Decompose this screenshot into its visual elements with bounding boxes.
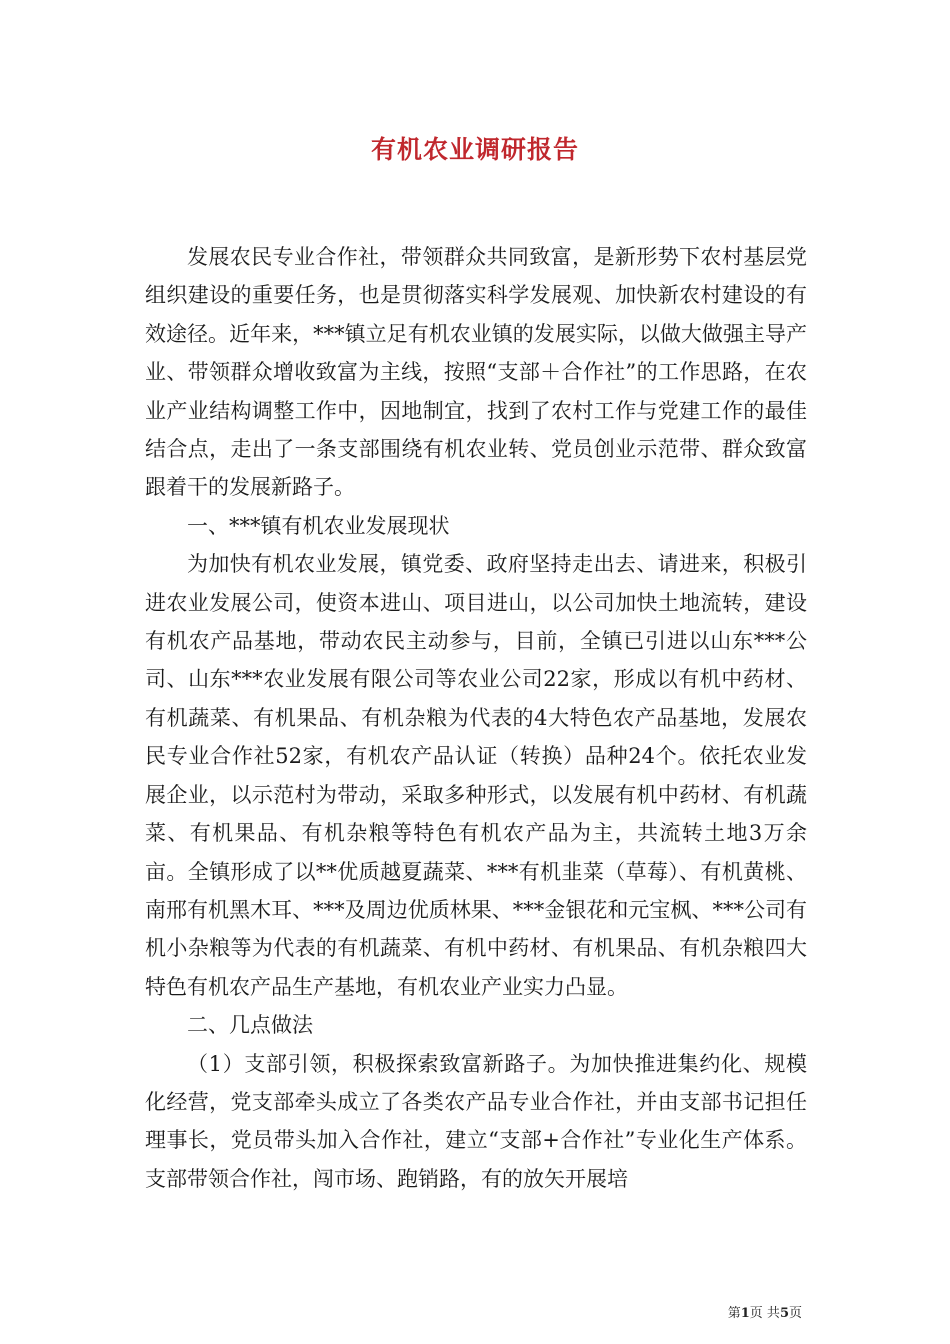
footer-current-page: 1 bbox=[740, 1306, 750, 1321]
footer-prefix: 第 bbox=[727, 1306, 741, 1321]
document-title: 有机农业调研报告 bbox=[370, 135, 579, 164]
footer-total-pages: 5 bbox=[779, 1306, 789, 1321]
section-heading-1: 一、***镇有机农业发展现状 bbox=[187, 513, 450, 538]
footer-middle: 页 共 bbox=[749, 1306, 780, 1321]
section-heading-2: 二、几点做法 bbox=[187, 1013, 313, 1038]
page-footer bbox=[728, 1305, 802, 1323]
document-body bbox=[145, 238, 807, 1198]
intro-paragraph: 发展农民专业合作社，带领群众共同致富，是新形势下农村基层党组织建设的重要任务，也是贯彻落实科学发展观、加快新农村建设的有效途径。近年来，***镇立足有机农业镇的发展实际，以做大做强主导产业、带领群众增收致富为主线，按照“支部＋合作社”的工作思路，在农业产业结构调整工作中，因地制宜，找到了农村工作与党建工作的最佳结合点，走出了一条支部围绕有机农业转、党员创业示范带、群众致富跟着干的发展新路子。 bbox=[145, 245, 807, 500]
status-paragraph: 为加快有机农业发展，镇党委、政府坚持走出去、请进来，积极引进农业发展公司，使资本进山、项目进山，以公司加快土地流转，建设有机农产品基地，带动农民主动参与，目前，全镇已引进以山东***公司、山东***农业发展有限公司等农业公司22家，形成以有机中药材、有机蔬菜、有机果品、有机杂粮为代表的4大特色农产品基地，发展农民专业合作社52家，有机农产品认证（转换）品种24个。依托农业发展企业，以示范村为带动，采取多种形式，以发展有机中药材、有机蔬菜、有机果品、有机杂粮等特色有机农产品为主，共流转土地3万余亩。全镇形成了以**优质越夏蔬菜、***有机韭菜（草莓）、有机黄桃、南邢有机黑木耳、***及周边优质林果、***金银花和元宝枫、***公司有机小杂粮等为代表的有机蔬菜、有机中药材、有机果品、有机杂粮四大特色有机农产品生产基地，有机农业产业实力凸显。 bbox=[145, 552, 807, 999]
method-paragraph: （1）支部引领，积极探索致富新路子。为加快推进集约化、规模化经营，党支部牵头成立了各类农产品专业合作社，并由支部书记担任理事长，党员带头加入合作社，建立“支部+合作社”专业化生产体系。支部带领合作社，闯市场、跑销路，有的放矢开展培 bbox=[145, 1051, 807, 1191]
footer-suffix: 页 bbox=[788, 1306, 802, 1321]
